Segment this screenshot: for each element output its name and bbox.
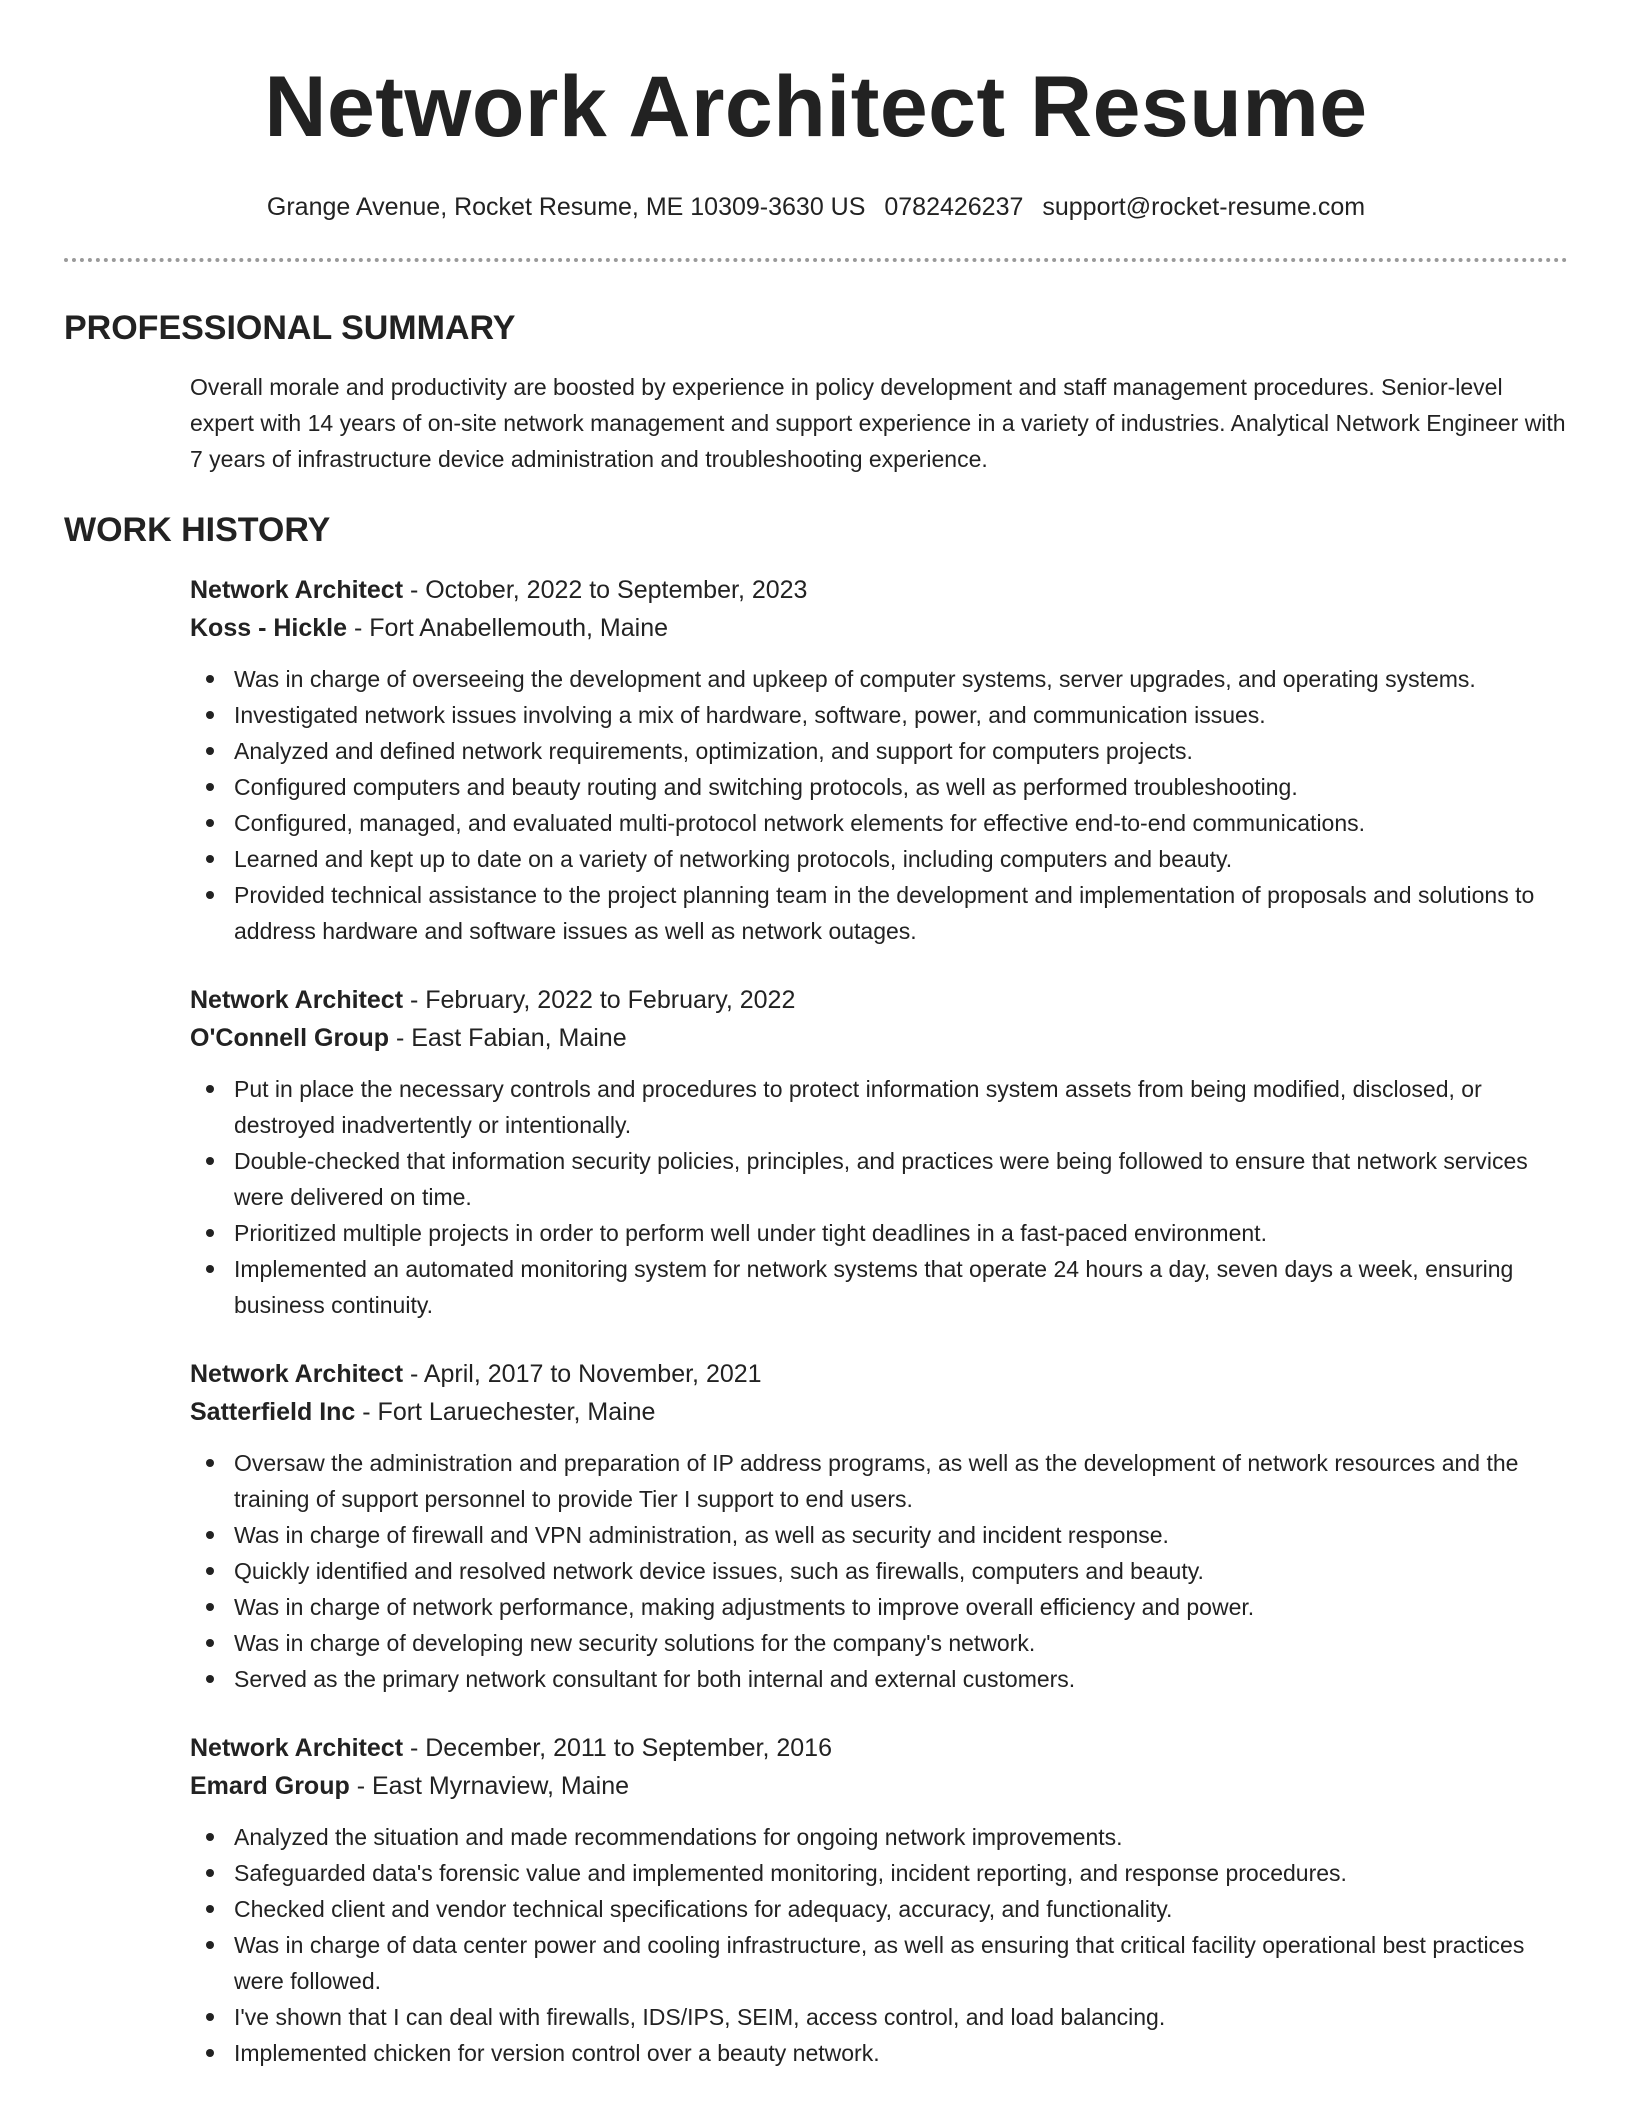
job-bullet: Was in charge of network performance, making adjustments to improve overall efficiency and power. xyxy=(234,1589,1568,1625)
job-bullet: Configured computers and beauty routing and switching protocols, as well as performed troubleshooting. xyxy=(234,769,1568,805)
job-company: Emard Group xyxy=(190,1772,350,1800)
job-role: Network Architect xyxy=(190,1360,404,1388)
contact-address: Grange Avenue, Rocket Resume, ME 10309-3630 US xyxy=(266,193,866,221)
job-bullet: Was in charge of overseeing the development and upkeep of computer systems, server upgrades, and operating systems. xyxy=(234,661,1568,697)
job-bullet: Served as the primary network consultant for both internal and external customers. xyxy=(234,1661,1568,1697)
job-bullet: Safeguarded data's forensic value and implemented monitoring, incident reporting, and response procedures. xyxy=(234,1855,1568,1891)
work-history-heading: WORK HISTORY xyxy=(64,511,331,549)
job-entry xyxy=(190,981,1568,1323)
job-role-line xyxy=(190,1729,1568,1767)
job-company: Satterfield Inc xyxy=(190,1398,356,1426)
job-dates: - February, 2022 to February, 2022 xyxy=(403,986,796,1014)
job-bullets xyxy=(190,1445,1568,1697)
job-bullet: Oversaw the administration and preparation of IP address programs, as well as the development of network resources and the training of support personnel to provide Tier I support to end users. xyxy=(234,1445,1568,1517)
job-bullet: Investigated network issues involving a mix of hardware, software, power, and communication issues. xyxy=(234,697,1568,733)
job-bullet: I've shown that I can deal with firewalls, IDS/IPS, SEIM, access control, and load balancing. xyxy=(234,1999,1568,2035)
job-dates: - December, 2011 to September, 2016 xyxy=(403,1734,832,1762)
job-bullet: Quickly identified and resolved network device issues, such as firewalls, computers and beauty. xyxy=(234,1553,1568,1589)
job-bullet: Implemented chicken for version control over a beauty network. xyxy=(234,2035,1568,2071)
job-bullet: Configured, managed, and evaluated multi-protocol network elements for effective end-to-end communications. xyxy=(234,805,1568,841)
header-divider xyxy=(64,258,1568,262)
job-role-line xyxy=(190,571,1568,609)
job-location: - East Fabian, Maine xyxy=(389,1024,627,1052)
job-entry xyxy=(190,1729,1568,2071)
job-bullet: Double-checked that information security policies, principles, and practices were being followed to ensure that network services were delivered on time. xyxy=(234,1143,1568,1215)
job-entry xyxy=(190,1355,1568,1697)
contact-email: support@rocket-resume.com xyxy=(1042,193,1366,221)
summary-text: Overall morale and productivity are boosted by experience in policy development and staff management procedures. Senior-level expert with 14 years of on-site network management and support experience in a variety of industries. Analytical Network Engineer with 7 years of infrastructure device administration and troubleshooting experience. xyxy=(190,374,1566,472)
job-bullets xyxy=(190,661,1568,949)
job-bullet: Learned and kept up to date on a variety of networking protocols, including computers and beauty. xyxy=(234,841,1568,877)
job-location: - Fort Laruechester, Maine xyxy=(355,1398,656,1426)
job-role-line xyxy=(190,1355,1568,1393)
job-company: O'Connell Group xyxy=(190,1024,389,1052)
job-bullet: Put in place the necessary controls and procedures to protect information system assets from being modified, disclosed, or destroyed inadvertently or intentionally. xyxy=(234,1071,1568,1143)
job-company-line xyxy=(190,1019,1568,1057)
resume-title: Network Architect Resume xyxy=(264,59,1368,155)
job-role: Network Architect xyxy=(190,1734,404,1762)
job-bullets xyxy=(190,1071,1568,1323)
job-bullet: Was in charge of firewall and VPN administration, as well as security and incident response. xyxy=(234,1517,1568,1553)
job-bullet: Implemented an automated monitoring system for network systems that operate 24 hours a day, seven days a week, ensuring business continuity. xyxy=(234,1251,1568,1323)
job-dates: - October, 2022 to September, 2023 xyxy=(403,576,808,604)
summary-heading: PROFESSIONAL SUMMARY xyxy=(64,309,516,347)
job-bullet: Was in charge of developing new security solutions for the company's network. xyxy=(234,1625,1568,1661)
job-bullets xyxy=(190,1819,1568,2071)
job-company-line xyxy=(190,1393,1568,1431)
job-bullet: Checked client and vendor technical specifications for adequacy, accuracy, and functionality. xyxy=(234,1891,1568,1927)
job-bullet: Provided technical assistance to the project planning team in the development and implementation of proposals and solutions to address hardware and software issues as well as network outages. xyxy=(234,877,1568,949)
job-company: Koss - Hickle xyxy=(190,614,348,642)
job-bullet: Analyzed the situation and made recommendations for ongoing network improvements. xyxy=(234,1819,1568,1855)
job-role: Network Architect xyxy=(190,986,404,1014)
job-bullet: Was in charge of data center power and cooling infrastructure, as well as ensuring that critical facility operational best practices were followed. xyxy=(234,1927,1568,1999)
job-dates: - April, 2017 to November, 2021 xyxy=(403,1360,762,1388)
job-location: - Fort Anabellemouth, Maine xyxy=(347,614,669,642)
job-bullet: Analyzed and defined network requirements, optimization, and support for computers projects. xyxy=(234,733,1568,769)
job-bullet: Prioritized multiple projects in order to perform well under tight deadlines in a fast-paced environment. xyxy=(234,1215,1568,1251)
contact-line xyxy=(64,190,1568,224)
job-company-line xyxy=(190,1767,1568,1805)
job-entry xyxy=(190,571,1568,949)
resume-header xyxy=(64,0,1568,224)
job-role: Network Architect xyxy=(190,576,404,604)
job-location: - East Myrnaview, Maine xyxy=(349,1772,630,1800)
job-role-line xyxy=(190,981,1568,1019)
job-company-line xyxy=(190,609,1568,647)
contact-phone: 0782426237 xyxy=(884,193,1024,221)
